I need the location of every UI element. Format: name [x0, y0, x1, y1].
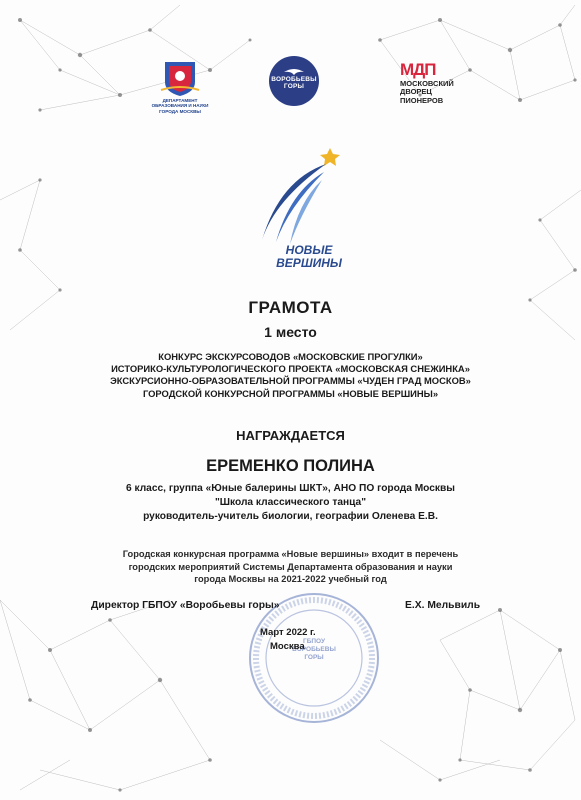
details-line: руководитель-учитель биологии, географии Оленева Е.В.: [143, 511, 438, 523]
director-name: Е.Х. Мельвиль: [405, 600, 481, 611]
recipient-details: [0, 482, 581, 525]
emblem-text: НОВЫЕ ВЕРШИНЫ: [276, 243, 342, 270]
place-award: 1 место: [264, 324, 317, 340]
novye-vershiny-emblem: [240, 140, 350, 275]
details-line: 6 класс, группа «Юные балерины ШКТ», АНО ПО города Москвы: [125, 483, 455, 494]
program-note: [0, 548, 581, 586]
note-line: города Москвы на 2021-2022 учебный год: [194, 574, 387, 585]
dept-logo-text: ДЕПАРТАМЕНТ ОБРАЗОВАНИЯ И НАУКИ ГОРОДА МОСКВЫ: [151, 98, 209, 114]
palace-logo-text: МОСКОВСКИЙ ДВОРЕЦ ПИОНЕРОВ: [400, 79, 454, 105]
note-line: городских мероприятий Системы Департамента образования и науки: [128, 561, 453, 572]
contest-line: ГОРОДСКОЙ КОНКУРСНОЙ ПРОГРАММЫ «НОВЫЕ ВЕРШИНЫ»: [142, 387, 439, 399]
rising-star-icon: [240, 140, 350, 245]
palace-pioneers-logo: [400, 61, 470, 111]
recipient-name: ЕРЕМЕНКО ПОЛИНА: [206, 457, 375, 475]
palace-logo-mark: МДП: [400, 60, 436, 79]
note-line: Городская конкурсная программа «Новые вершины» входит в перечень: [122, 549, 459, 559]
details-line: "Школа классического танца": [214, 497, 367, 509]
moscow-coat-of-arms-icon: [157, 60, 203, 98]
vorobyovy-gory-logo: [269, 56, 319, 106]
awarded-heading: НАГРАЖДАЕТСЯ: [236, 428, 345, 443]
contest-line: ЭКСКУРСИОННО-ОБРАЗОВАТЕЛЬНОЙ ПРОГРАММЫ «ЧУДЕН ГРАД МОСКОВ»: [110, 375, 471, 387]
contest-line: КОНКУРС ЭКСКУРСОВОДОВ «МОСКОВСКИЕ ПРОГУЛКИ»: [158, 351, 423, 362]
contest-line: ИСТОРИКО-КУЛЬТУРОЛОГИЧЕСКОГО ПРОЕКТА «МОСКОВСКАЯ СНЕЖИНКА»: [111, 363, 470, 375]
issue-city: Москва: [270, 641, 305, 652]
vorobyovy-logo-text: ВОРОБЬЕВЫ ГОРЫ: [271, 76, 317, 90]
dept-education-logo: [151, 60, 209, 120]
stamp-center-text: ГБПОУ ВОРОБЬЕВЫ ГОРЫ: [292, 638, 336, 661]
issue-date: Март 2022 г.: [260, 627, 316, 638]
director-title: Директор ГБПОУ «Воробьевы горы»: [91, 600, 280, 611]
contest-description: [0, 351, 581, 400]
certificate-title: ГРАМОТА: [248, 298, 333, 317]
